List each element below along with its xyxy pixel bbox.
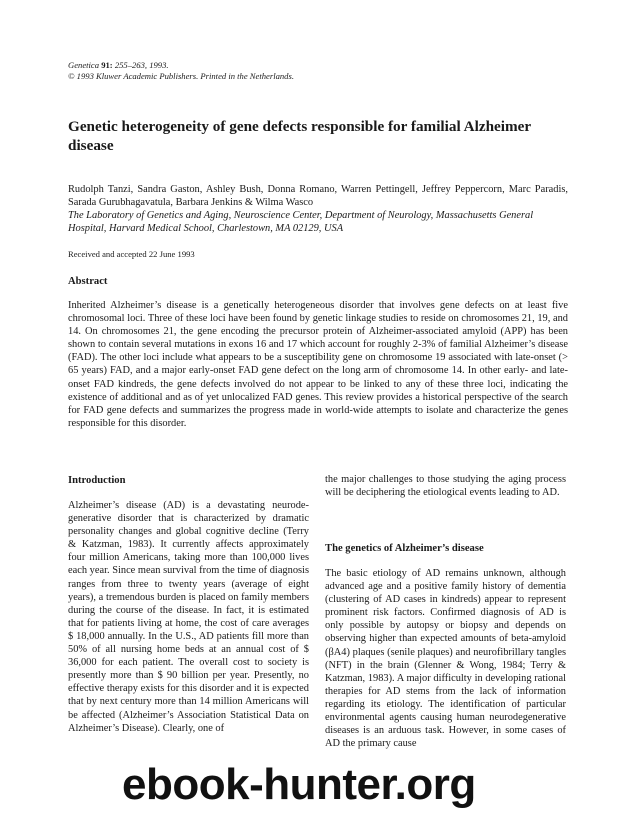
author-list: Rudolph Tanzi, Sandra Gaston, Ashley Bush, Donna Romano, Warren Pettingell, Jeffrey Peppercorn, Marc Paradis, Sarada Gurubhagavatula, Barbara Jenkins & Wilma Wasco bbox=[68, 184, 568, 209]
genetics-heading: The genetics of Alzheimer’s disease bbox=[325, 543, 484, 554]
received-date: Received and accepted 22 June 1993 bbox=[68, 249, 195, 259]
journal-pages: 255–263, 1993. bbox=[114, 60, 169, 70]
introduction-continued-text: the major challenges to those studying the aging process will be deciphering the etiological events leading to AD. bbox=[325, 474, 566, 499]
introduction-text: Alzheimer’s disease (AD) is a devastating neurodegenerative disorder that is characterized by dramatic personality changes and global cognitive decline (Terry & Katzman, 1983). It currently affects approximately four million Americans, taking more than 100,000 lives each year. Since mean survival from the time of diagnosis ranges from three to twenty years (average of eight years), a tremendous burden is placed on family members during the course of the disease. In fact, it is estimated that for patients living at home, the cost of care averages $ 18,000 annually. In the U.S., AD patients fill more than 50% of all nursing home beds at an annual cost of $ 36,000 for each patient. The overall cost to society is presently more than $ 90 billion per year. Presently, no effective therapy exists for this disorder and it is expected that by next century more than 14 million Americans will be affected (Alzheimer’s Association Statistical Data on Alzheimer’s Disease). Clearly, one of bbox=[68, 500, 309, 734]
abstract-text: Inherited Alzheimer’s disease is a genetically heterogeneous disorder that involves gene defects on at least five chromosomal loci. Three of these loci have been found by genetic linkage studies to reside on chromosomes 21, 19, and 14. On chromosomes 21, the gene encoding the precursor protein of Alzheimer-associated amyloid (APP) has been shown to contain several mutations in exons 16 and 17 which account for roughly 2-3% of familial Alzheimer’s disease (FAD). The other loci include what appears to be a susceptibility gene on chromosome 19 associated with late-onset (> 65 years) FAD, and a major early-onset FAD gene defect on the long arm of chromosome 14. In other early- and late-onset FAD kindreds, the gene defects involved do not appear to be linked to any of these three loci, indicating the existence of additional and as of yet unlocalized FAD genes. This review provides a historical perspective of the search for FAD gene defects and summarizes the progress made in world-wide attempts to isolate and characterize the genes responsible for this disorder. bbox=[68, 300, 568, 429]
journal-volume: 91: bbox=[101, 60, 113, 70]
journal-citation bbox=[68, 60, 294, 81]
article-title: Genetic heterogeneity of gene defects responsible for familial Alzheimer disease bbox=[68, 118, 531, 154]
affiliation: The Laboratory of Genetics and Aging, Neuroscience Center, Department of Neurology, Massachusetts General Hospital, Harvard Medical School, Charlestown, MA 02129, USA bbox=[68, 210, 534, 235]
introduction-heading: Introduction bbox=[68, 475, 126, 486]
abstract-heading: Abstract bbox=[68, 276, 108, 287]
journal-name: Genetica bbox=[68, 60, 100, 70]
watermark: ebook-hunter.org bbox=[122, 760, 476, 809]
copyright-line: © 1993 Kluwer Academic Publishers. Printed in the Netherlands. bbox=[68, 70, 294, 81]
genetics-text: The basic etiology of AD remains unknown, although advanced age and a positive family history of dementia (clustering of AD cases in kindreds) appear to represent prominent risk factors. Confirmed diagnosis of AD is only possible by autopsy or biopsy and depends on observing higher than expected amounts of beta-amyloid (βA4) plaques (senile plaques) and neurofibrillary tangles (NFT) in the brain (Glenner & Wong, 1984; Terry & Katzman, 1983). A major difficulty in developing rational therapies for AD stems from the lack of information regarding its etiology. The identification of particular environmental agents causing human neurodegenerative diseases is an arduous task. However, in some cases of AD the primary cause bbox=[325, 568, 566, 750]
